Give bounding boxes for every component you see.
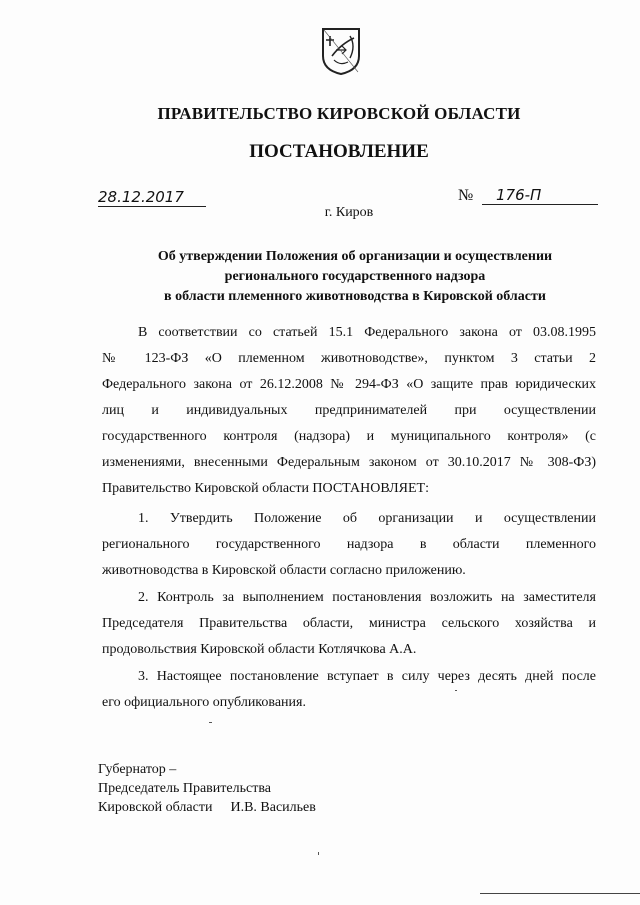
organization-title: ПРАВИТЕЛЬСТВО КИРОВСКОЙ ОБЛАСТИ [157,104,521,123]
document-subject [120,247,590,307]
text-line: Федерального закона от 26.12.2008 № 294-ФЗ «О защите прав юридических [102,377,596,392]
signatory-name: И.В. Васильев [230,800,316,815]
text-line: № 123-ФЗ «О племенном животноводстве», пунктом 3 статьи 2 [102,351,596,366]
city-label: г. Киров [324,205,374,220]
number-sign: № [458,187,474,204]
scan-speck [455,690,457,691]
document-number [458,186,598,205]
item-1-paragraph [102,506,596,584]
document-type: ПОСТАНОВЛЕНИЕ [249,141,429,162]
signature-block [98,760,316,817]
number-value: 176-П [482,186,598,205]
document-date: 28.12.2017 [98,188,206,207]
kirov-region-coat-of-arms-icon [320,26,362,76]
bottom-edge-line [480,893,640,894]
scan-speck [318,852,319,855]
text-line: государственного контроля (надзора) и муниципального контроля» (с [102,429,596,444]
text-line: изменениями, внесенными Федеральным законом от 30.10.2017 № 308-ФЗ) [102,455,596,470]
signature-title-line: Председатель Правительства [98,781,271,796]
signature-title-line: Губернатор – [98,762,177,777]
text-line: Председателя Правительства области, министра сельского хозяйства и [102,616,596,631]
text-line: 2. Контроль за выполнением постановления возложить на заместителя [138,590,596,605]
signature-title-line [98,798,316,817]
text-line: продовольствия Кировской области Котлячкова А.А. [102,642,417,657]
text-line: 1. Утвердить Положение об организации и осуществлении [138,511,596,526]
text-line: лиц и индивидуальных предпринимателей при осуществлении [102,403,596,418]
subject-line: в области племенного животноводства в Кировской области [164,289,546,304]
text-line: животноводства в Кировской области согласно приложению. [102,563,466,578]
preamble-paragraph [102,320,596,502]
text-line: 3. Настоящее постановление вступает в силу через десять дней после [138,669,596,684]
subject-line: регионального государственного надзора [224,269,486,284]
item-2-paragraph [102,585,596,663]
text-line: В соответствии со статьей 15.1 Федерального закона от 03.08.1995 [138,325,596,340]
item-3-paragraph [102,664,596,716]
signature-region: Кировской области [98,800,213,815]
text-line: Правительство Кировской области ПОСТАНОВЛЯЕТ: [102,481,429,496]
text-line: его официального опубликования. [102,695,306,710]
text-line: регионального государственного надзора в области племенного [102,537,596,552]
scan-speck [209,722,212,723]
subject-line: Об утверждении Положения об организации и осуществлении [157,249,553,264]
